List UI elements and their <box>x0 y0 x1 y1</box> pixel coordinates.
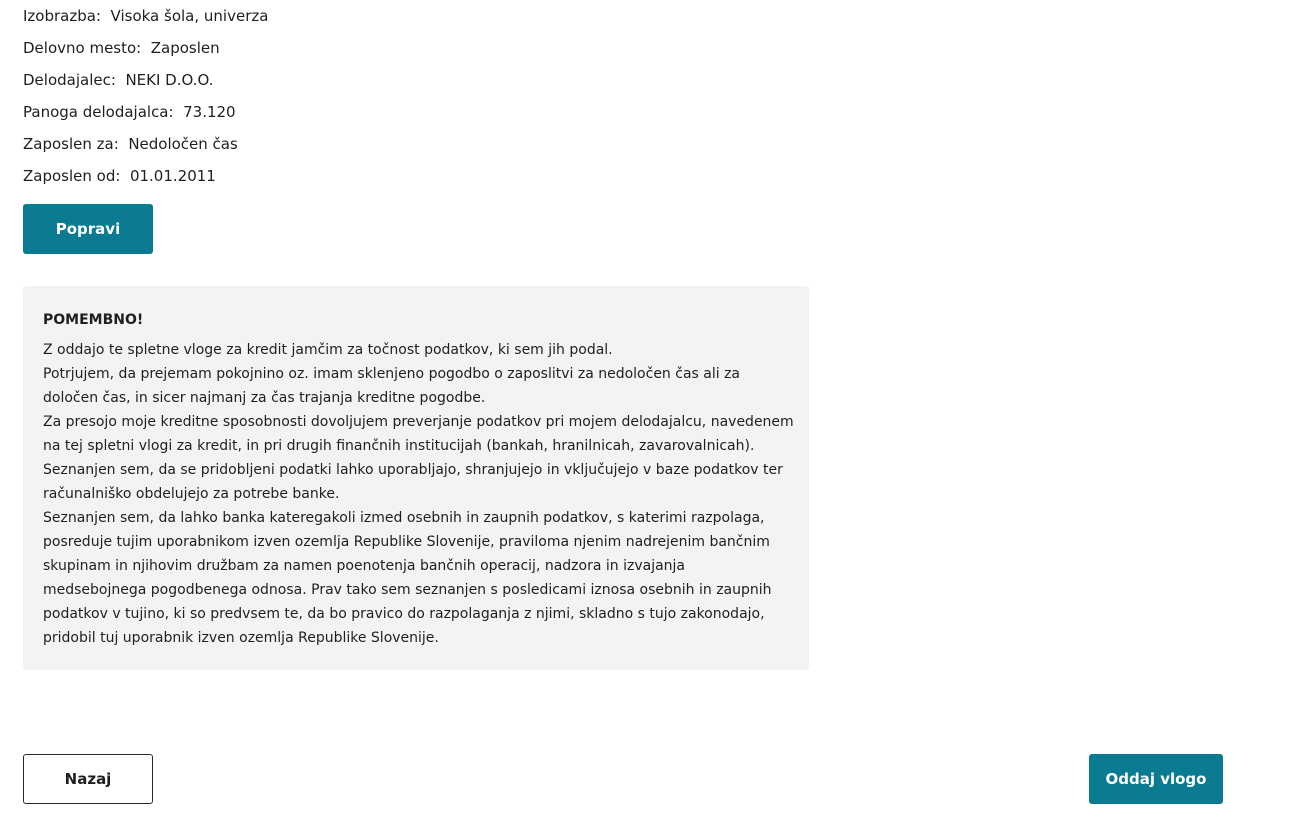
notice-line: na tej spletni vlogi za kredit, in pri drugih finančnih institucijah (bankah, hranilnicah, zavarovalnicah). <box>43 438 755 454</box>
detail-row-job-position <box>23 32 623 64</box>
detail-value: Zaposlen <box>150 39 220 57</box>
notice-line: Seznanjen sem, da se pridobljeni podatki lahko uporabljajo, shranjujejo in vključujejo v baze podatkov ter <box>43 462 783 478</box>
notice-line: Seznanjen sem, da lahko banka kateregakoli izmed osebnih in zaupnih podatkov, s katerimi razpolaga, <box>43 510 765 526</box>
detail-row-employer <box>23 64 623 96</box>
notice-line: posreduje tujim uporabnikom izven ozemlja Republike Slovenije, praviloma njenim nadrejenim bančnim <box>43 534 770 550</box>
detail-label: Delovno mesto : <box>23 39 151 57</box>
detail-label: Izobrazba : <box>23 7 111 25</box>
notice-line: pridobil tuj uporabnik izven ozemlja Republike Slovenije. <box>43 630 439 646</box>
notice-line: določen čas, in sicer najmanj za čas trajanja kreditne pogodbe. <box>43 390 486 406</box>
detail-label: Zaposlen za : <box>23 135 128 153</box>
notice-line: Za presojo moje kreditne sposobnosti dovoljujem preverjanje podatkov pri mojem delodajalcu, navedenem <box>43 414 794 430</box>
employment-details <box>23 0 623 192</box>
detail-value: 01.01.2011 <box>129 167 216 185</box>
detail-row-employment-term <box>23 128 623 160</box>
submit-application-button[interactable]: Oddaj vlogo <box>1089 754 1223 804</box>
notice-line: podatkov v tujino, ki so predvsem te, da bo pravico do razpolaganja z njimi, skladno s tujo zakonodajo, <box>43 606 765 622</box>
detail-row-employed-since <box>23 160 623 192</box>
fix-button[interactable]: Popravi <box>23 204 153 254</box>
important-notice <box>23 286 809 670</box>
notice-line: računalniško obdelujejo za potrebe banke. <box>43 486 340 502</box>
back-button[interactable]: Nazaj <box>23 754 153 804</box>
detail-label: Panoga delodajalca : <box>23 103 183 121</box>
detail-row-employer-industry <box>23 96 623 128</box>
notice-line: skupinam in njihovim družbam za namen poenotenja bančnih operacij, nadzora in izvajanja <box>43 558 686 574</box>
detail-value: Nedoločen čas <box>128 135 238 153</box>
detail-value: NEKI D.O.O. <box>125 71 214 89</box>
detail-label: Zaposlen od : <box>23 167 130 185</box>
notice-title: POMEMBNO! <box>43 312 144 328</box>
detail-label: Delodajalec : <box>23 71 125 89</box>
notice-line: medsebojnega pogodbenega odnosa. Prav tako sem seznanjen s posledicami iznosa osebnih in zaupnih <box>43 582 772 598</box>
notice-line: Potrjujem, da prejemam pokojnino oz. imam sklenjeno pogodbo o zaposlitvi za nedoločen čas ali za <box>43 366 741 382</box>
detail-value: 73.120 <box>183 103 236 121</box>
detail-row-education <box>23 0 623 32</box>
detail-value: Visoka šola, univerza <box>110 7 269 25</box>
notice-line: Z oddajo te spletne vloge za kredit jamčim za točnost podatkov, ki sem jih podal. <box>43 342 613 358</box>
